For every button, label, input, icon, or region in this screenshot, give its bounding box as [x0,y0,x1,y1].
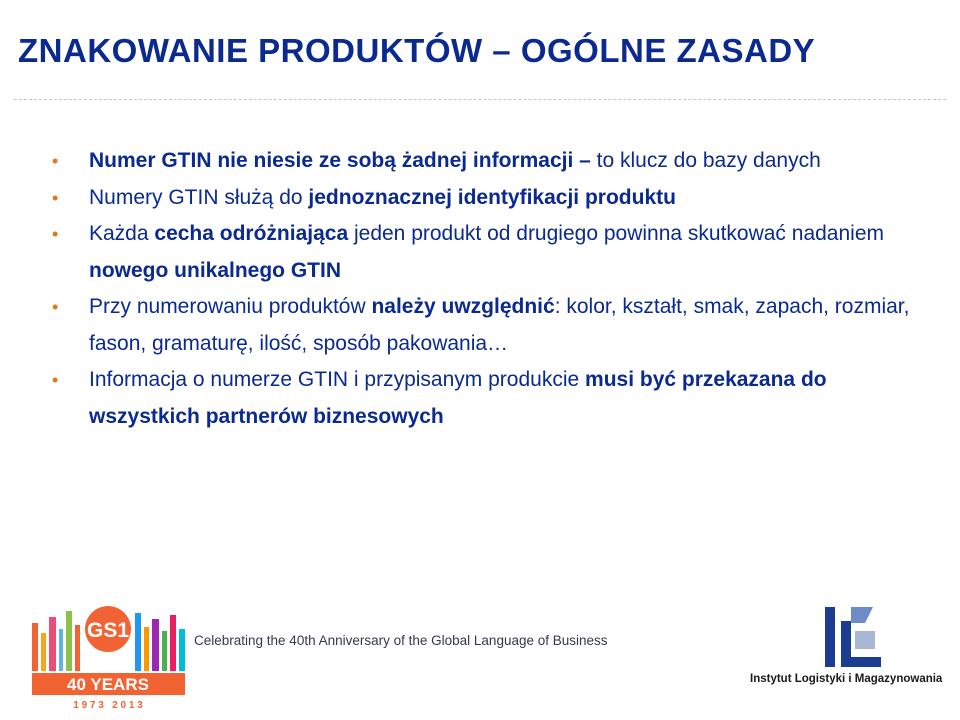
bullet-text: Numer GTIN nie niesie ze sobą żadnej informacji – [89,149,597,172]
bullet-dot-icon: • [52,187,59,208]
bullet-item [52,289,932,362]
bullet-text: : kolor, kształt, smak, zapach, rozmiar, fason, gramaturę, ilość, sposób pakowania… [89,295,910,355]
bullet-text: nowego unikalnego GTIN [89,258,341,282]
bullet-item [52,180,932,217]
bullet-text: musi być przekazana do wszystkich partnerów biznesowych [89,368,827,428]
gs1-40-years-logo [32,603,192,713]
bullet-item [52,143,932,180]
bullet-item [52,362,932,435]
bullet-text: jeden produkt od drugiego powinna skutkować nadaniem [348,222,884,245]
slide-title: ZNAKOWANIE PRODUKTÓW – OGÓLNE ZASADY [18,32,816,69]
bullet-dot-icon: • [52,151,59,171]
bullet-text: cecha odróżniająca [154,222,349,245]
bullet-text: Każda [89,222,155,245]
gs1-years: 40 YEARS [67,675,149,694]
bullet-dot-icon: • [52,297,59,317]
bullet-text: to klucz do bazy danych [596,149,821,172]
bullet-text: Przy numerowaniu produktów [89,295,372,318]
footer [0,595,960,720]
bullet-dot-icon: • [52,224,59,244]
gs1-label: GS1 [86,619,130,642]
bullet-text: Informacja o numerze GTIN i przypisanym produkcie [89,368,586,391]
bullet-text: jednoznacznej identyfikacji produktu [308,185,676,209]
institute-name: Instytut Logistyki i Magazynowania [750,673,943,685]
title-divider [14,99,946,100]
bullet-text: Numery GTIN służą do [89,185,309,209]
bullet-text: należy uwzględnić [371,295,555,318]
bullet-item [52,216,932,289]
bullet-list [52,143,932,435]
bullet-dot-icon: • [52,370,59,390]
gs1-year-range: 1 9 7 3 2 0 1 3 [73,700,143,711]
ilim-logo [815,601,895,671]
anniversary-text: Celebrating the 40th Anniversary of the Global Language of Business [194,633,608,648]
